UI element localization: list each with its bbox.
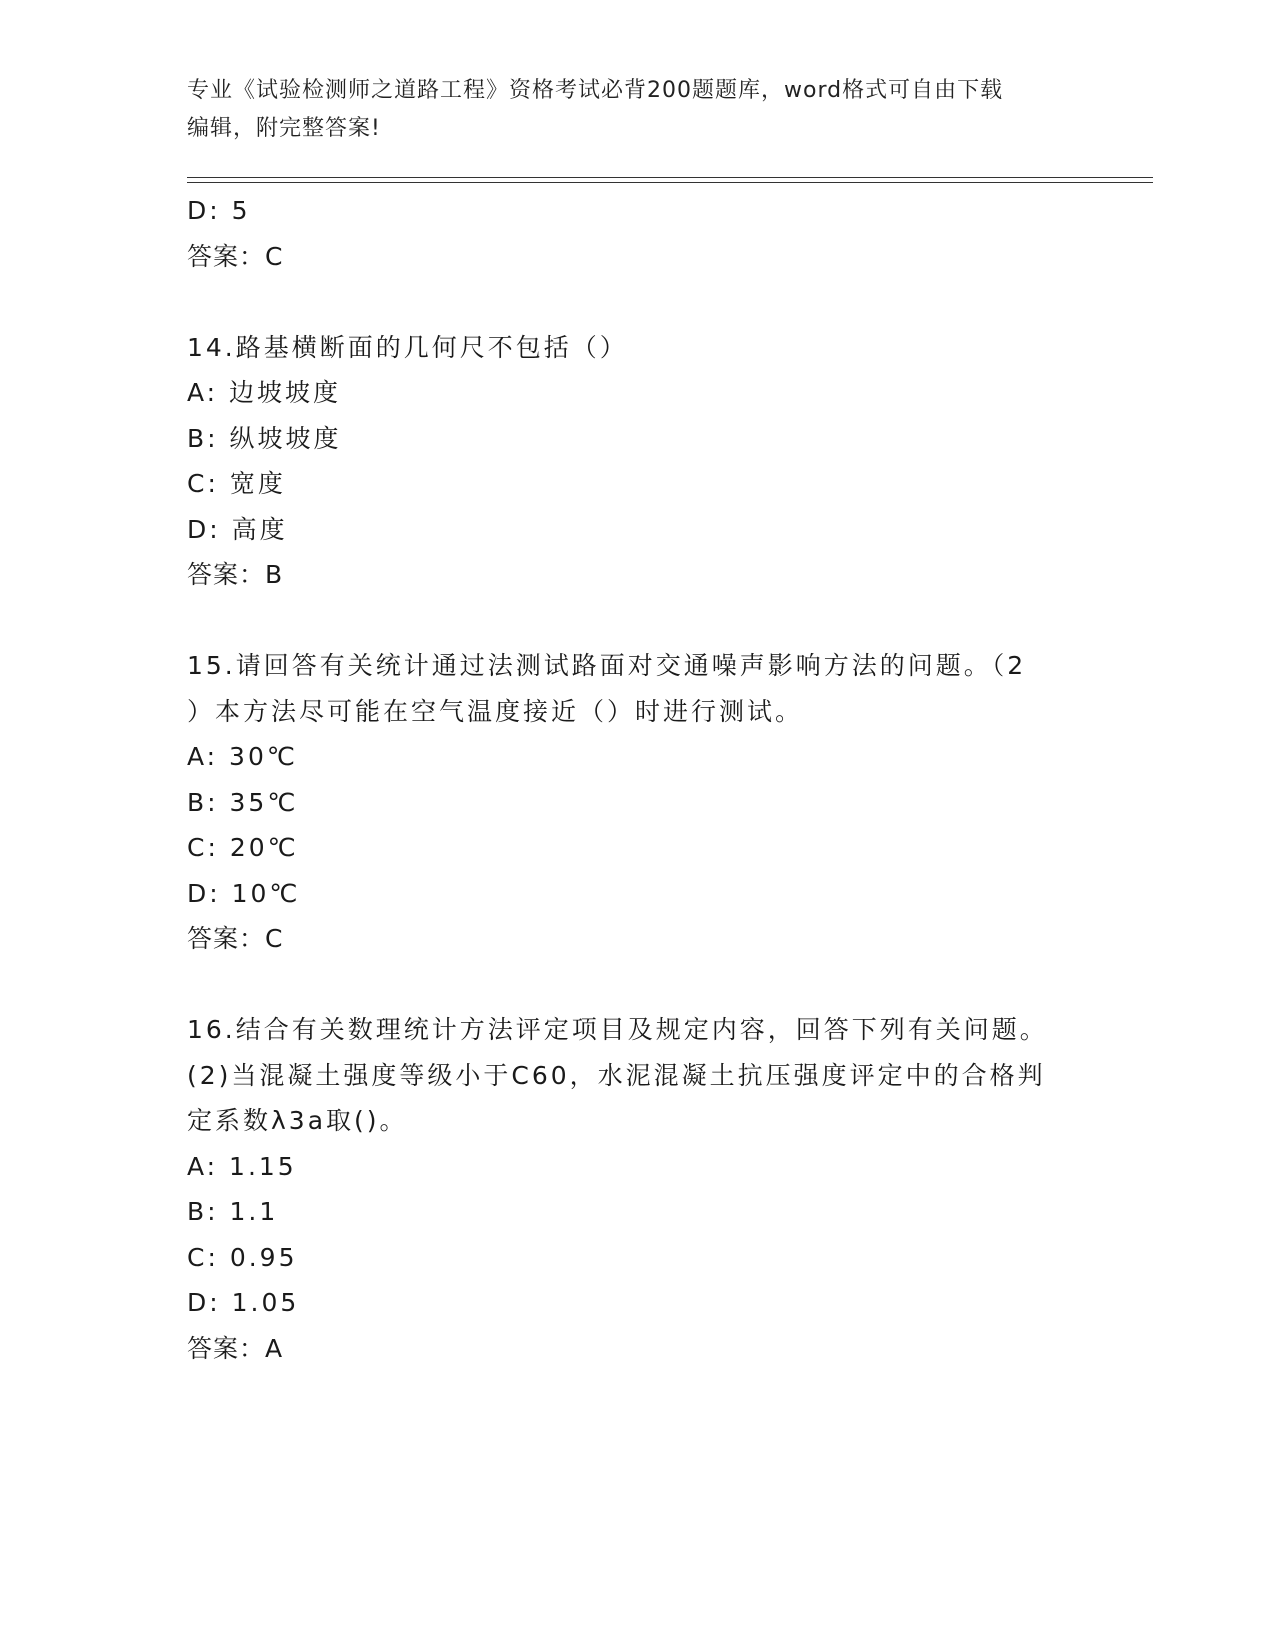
document-header xyxy=(187,72,1067,148)
header-divider-bottom xyxy=(187,182,1153,183)
question-block-15 xyxy=(187,643,1087,962)
spacer xyxy=(187,279,1087,325)
spacer xyxy=(187,962,1087,1008)
option-a: A: 30℃ xyxy=(187,742,298,771)
answer: 答案：B xyxy=(187,560,284,589)
option-c: C: 20℃ xyxy=(187,833,299,862)
option-d: D: 高度 xyxy=(187,514,288,544)
question-content xyxy=(187,188,1087,1371)
prev-answer: 答案：C xyxy=(187,241,284,271)
header-title-line1: 专业《试验检测师之道路工程》资格考试必背200题题库，word格式可自由下载 xyxy=(187,78,1004,103)
question-text: (2)当混凝土强度等级小于C60，水泥混凝土抗压强度评定中的合格判 xyxy=(187,1060,1046,1090)
option-b: B: 35℃ xyxy=(187,787,299,817)
answer: 答案：C xyxy=(187,924,284,953)
option-a: A: 边坡坡度 xyxy=(187,378,342,407)
option-c: C: 0.95 xyxy=(187,1242,298,1272)
option-b: B: 1.1 xyxy=(187,1197,279,1226)
question-block-14 xyxy=(187,325,1087,598)
option-c: C: 宽度 xyxy=(187,469,286,498)
question-text: 14.路基横断面的几何尺不包括（） xyxy=(187,332,628,362)
question-text: 15.请回答有关统计通过法测试路面对交通噪声影响方法的问题。（2 xyxy=(187,651,1027,680)
spacer xyxy=(187,598,1087,644)
option-a: A: 1.15 xyxy=(187,1151,297,1181)
header-title-line2: 编辑，附完整答案! xyxy=(187,116,381,141)
question-text: 定系数λ3a取()。 xyxy=(187,1106,408,1135)
answer: 答案：A xyxy=(187,1333,284,1363)
option-d: D: 10℃ xyxy=(187,878,301,908)
prev-option-d: D: 5 xyxy=(187,196,251,225)
question-text: ）本方法尽可能在空气温度接近（）时进行测试。 xyxy=(187,696,804,726)
question-block-16 xyxy=(187,1007,1087,1371)
question-text: 16.结合有关数理统计方法评定项目及规定内容，回答下列有关问题。 xyxy=(187,1015,1048,1044)
option-b: B: 纵坡坡度 xyxy=(187,423,342,453)
header-divider-top xyxy=(187,177,1153,178)
option-d: D: 1.05 xyxy=(187,1288,300,1317)
